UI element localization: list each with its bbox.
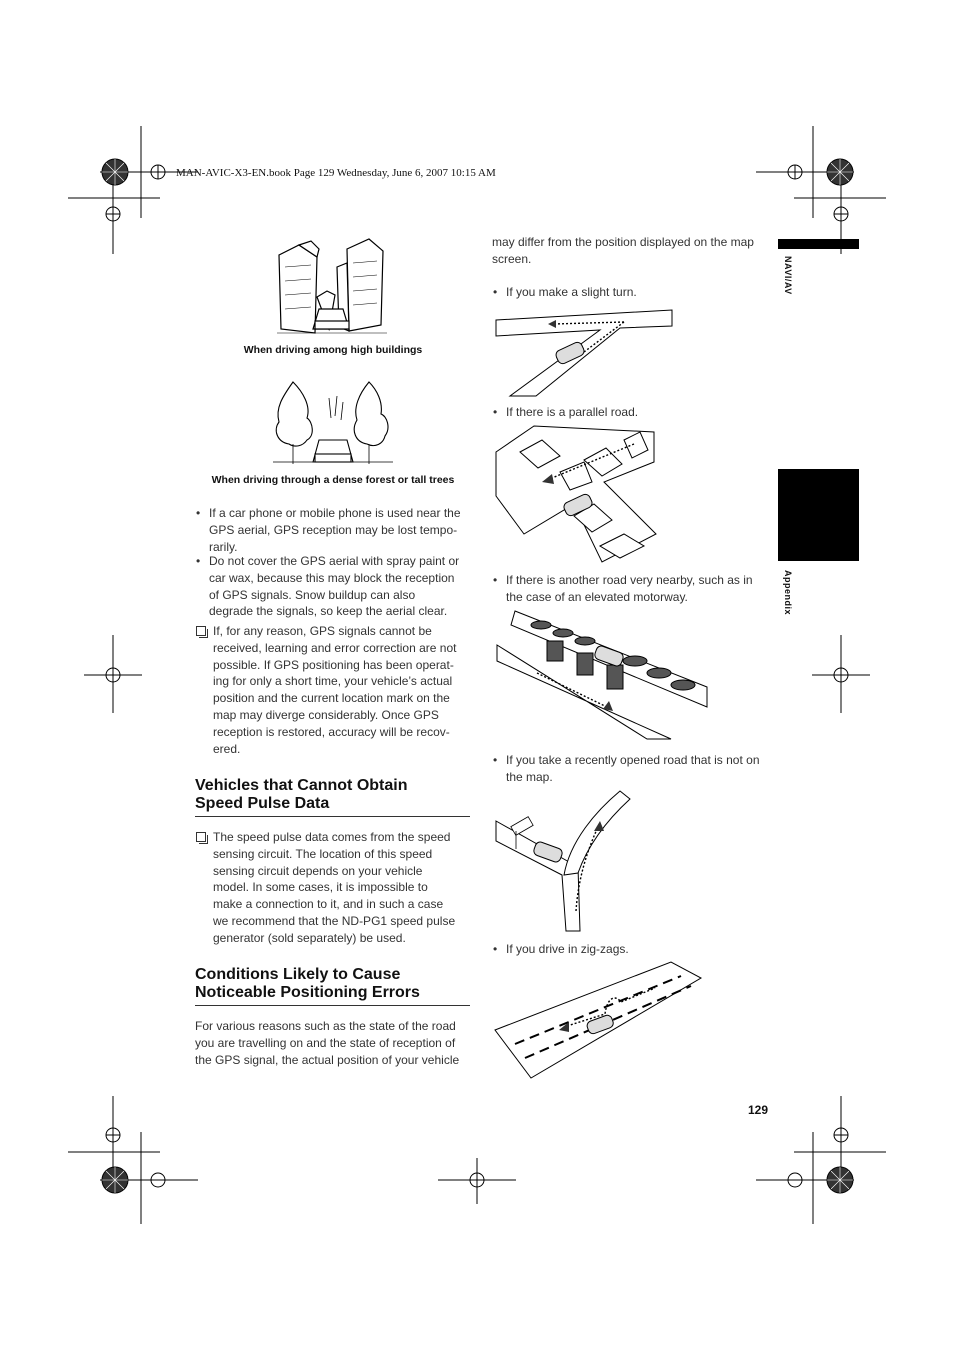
note-line: If, for any reason, GPS signals cannot be: [213, 624, 432, 638]
bullet-line: rarily.: [209, 539, 238, 554]
bullet-line: If you make a slight turn.: [506, 285, 637, 299]
heading-line: Speed Pulse Data: [195, 795, 330, 812]
bullet-line: If there is a parallel road.: [506, 405, 639, 419]
appendix-tab-block: [778, 469, 859, 561]
slight-turn-illustration: [496, 306, 678, 396]
caption-buildings: When driving among high buildings: [243, 344, 423, 356]
paragraph-line: screen.: [492, 251, 532, 266]
paragraph-line: you are travelling on and the state of reception of: [195, 1035, 456, 1050]
note-line: we recommend that the ND-PG1 speed pulse: [213, 913, 456, 928]
bullet-line: degrade the signals, so keep the aerial clear.: [209, 604, 448, 619]
appendix-label: Appendix: [783, 570, 793, 616]
note-line: sensing circuit. The location of this speed: [213, 846, 433, 861]
bullet-line: Do not cover the GPS aerial with spray paint or: [209, 554, 460, 568]
parallel-road-illustration: [494, 424, 658, 564]
heading-speed-pulse: [195, 777, 407, 813]
buildings-illustration: [277, 237, 387, 337]
paragraph-errors: [195, 1018, 471, 1068]
bullet-line: of GPS signals. Snow buildup can also: [209, 587, 416, 602]
bullet-line: If there is another road very nearby, such as in: [506, 573, 753, 587]
heading-line: Vehicles that Cannot Obtain: [195, 777, 408, 794]
note-line: map may diverge considerably. Once GPS: [213, 707, 439, 722]
heading-line: Noticeable Positioning Errors: [195, 984, 420, 1001]
bullet-line: the map.: [506, 769, 553, 784]
heading-positioning-errors: [195, 966, 420, 1002]
note-line: make a connection to it, and in such a case: [213, 897, 444, 912]
note-line: The speed pulse data comes from the speed: [213, 830, 451, 844]
note-checkbox-icon: [196, 832, 206, 842]
bullet-line: If you drive in zig-zags.: [506, 942, 629, 956]
bullet-line: If a car phone or mobile phone is used near the: [209, 506, 461, 520]
note-line: possible. If GPS positioning has been operat-: [213, 657, 454, 672]
note-line: generator (sold separately) be used.: [213, 930, 406, 945]
new-road-illustration: [496, 791, 636, 931]
note-checkbox-icon: [196, 626, 206, 636]
bullet-line: If you take a recently opened road that is not on: [506, 753, 760, 767]
note-line: received, learning and error correction are not: [213, 640, 457, 655]
paragraph-continued: [492, 234, 768, 268]
bullet-line: the case of an elevated motorway.: [506, 589, 688, 604]
bullet-car-phone: • If a car phone or mobile phone is used near the GPS aerial, GPS reception may be lost tempo- rarily.: [196, 506, 461, 554]
note-line: position and the current location mark on the: [213, 691, 450, 706]
caption-forest: When driving through a dense forest or tall trees: [211, 474, 455, 486]
note-line: sensing circuit depends on your vehicle: [213, 863, 423, 878]
paragraph-line: may differ from the position displayed on the map: [492, 235, 754, 249]
elevated-motorway-illustration: [497, 611, 707, 741]
note-line: ing for only a short time, your vehicle’s actual: [213, 674, 453, 689]
note-speed-pulse: [196, 829, 471, 949]
paragraph-line: the GPS signal, the actual position of your vehicle: [195, 1052, 460, 1067]
bullet-line: GPS aerial, GPS reception may be lost tempo-: [209, 522, 458, 537]
section-label: NAVI/AV: [783, 256, 793, 295]
note-line: ered.: [213, 741, 241, 756]
note-line: reception is restored, accuracy will be recov-: [213, 724, 450, 739]
heading-line: Conditions Likely to Cause: [195, 966, 401, 983]
paragraph-line: For various reasons such as the state of the road: [195, 1019, 456, 1033]
zigzag-illustration: [495, 962, 701, 1078]
forest-illustration: [273, 378, 393, 466]
page-number: 129: [748, 1103, 769, 1117]
book-info-header: MAN-AVIC-X3-EN.book Page 129 Wednesday, June 6, 2007 10:15 AM: [176, 167, 496, 179]
bullet-spray-paint: • Do not cover the GPS aerial with spray paint or car wax, because this may block the reception of GPS signals. Snow buildup can also degrade the signals, so keep the aerial clear.: [196, 554, 460, 619]
heading-rule: [195, 1005, 470, 1006]
note-gps-signals: [196, 623, 471, 759]
section-tab-bar: [778, 239, 859, 249]
note-line: model. In some cases, it is impossible to: [213, 880, 428, 895]
heading-rule: [195, 816, 470, 817]
bullet-line: car wax, because this may block the reception: [209, 570, 455, 585]
